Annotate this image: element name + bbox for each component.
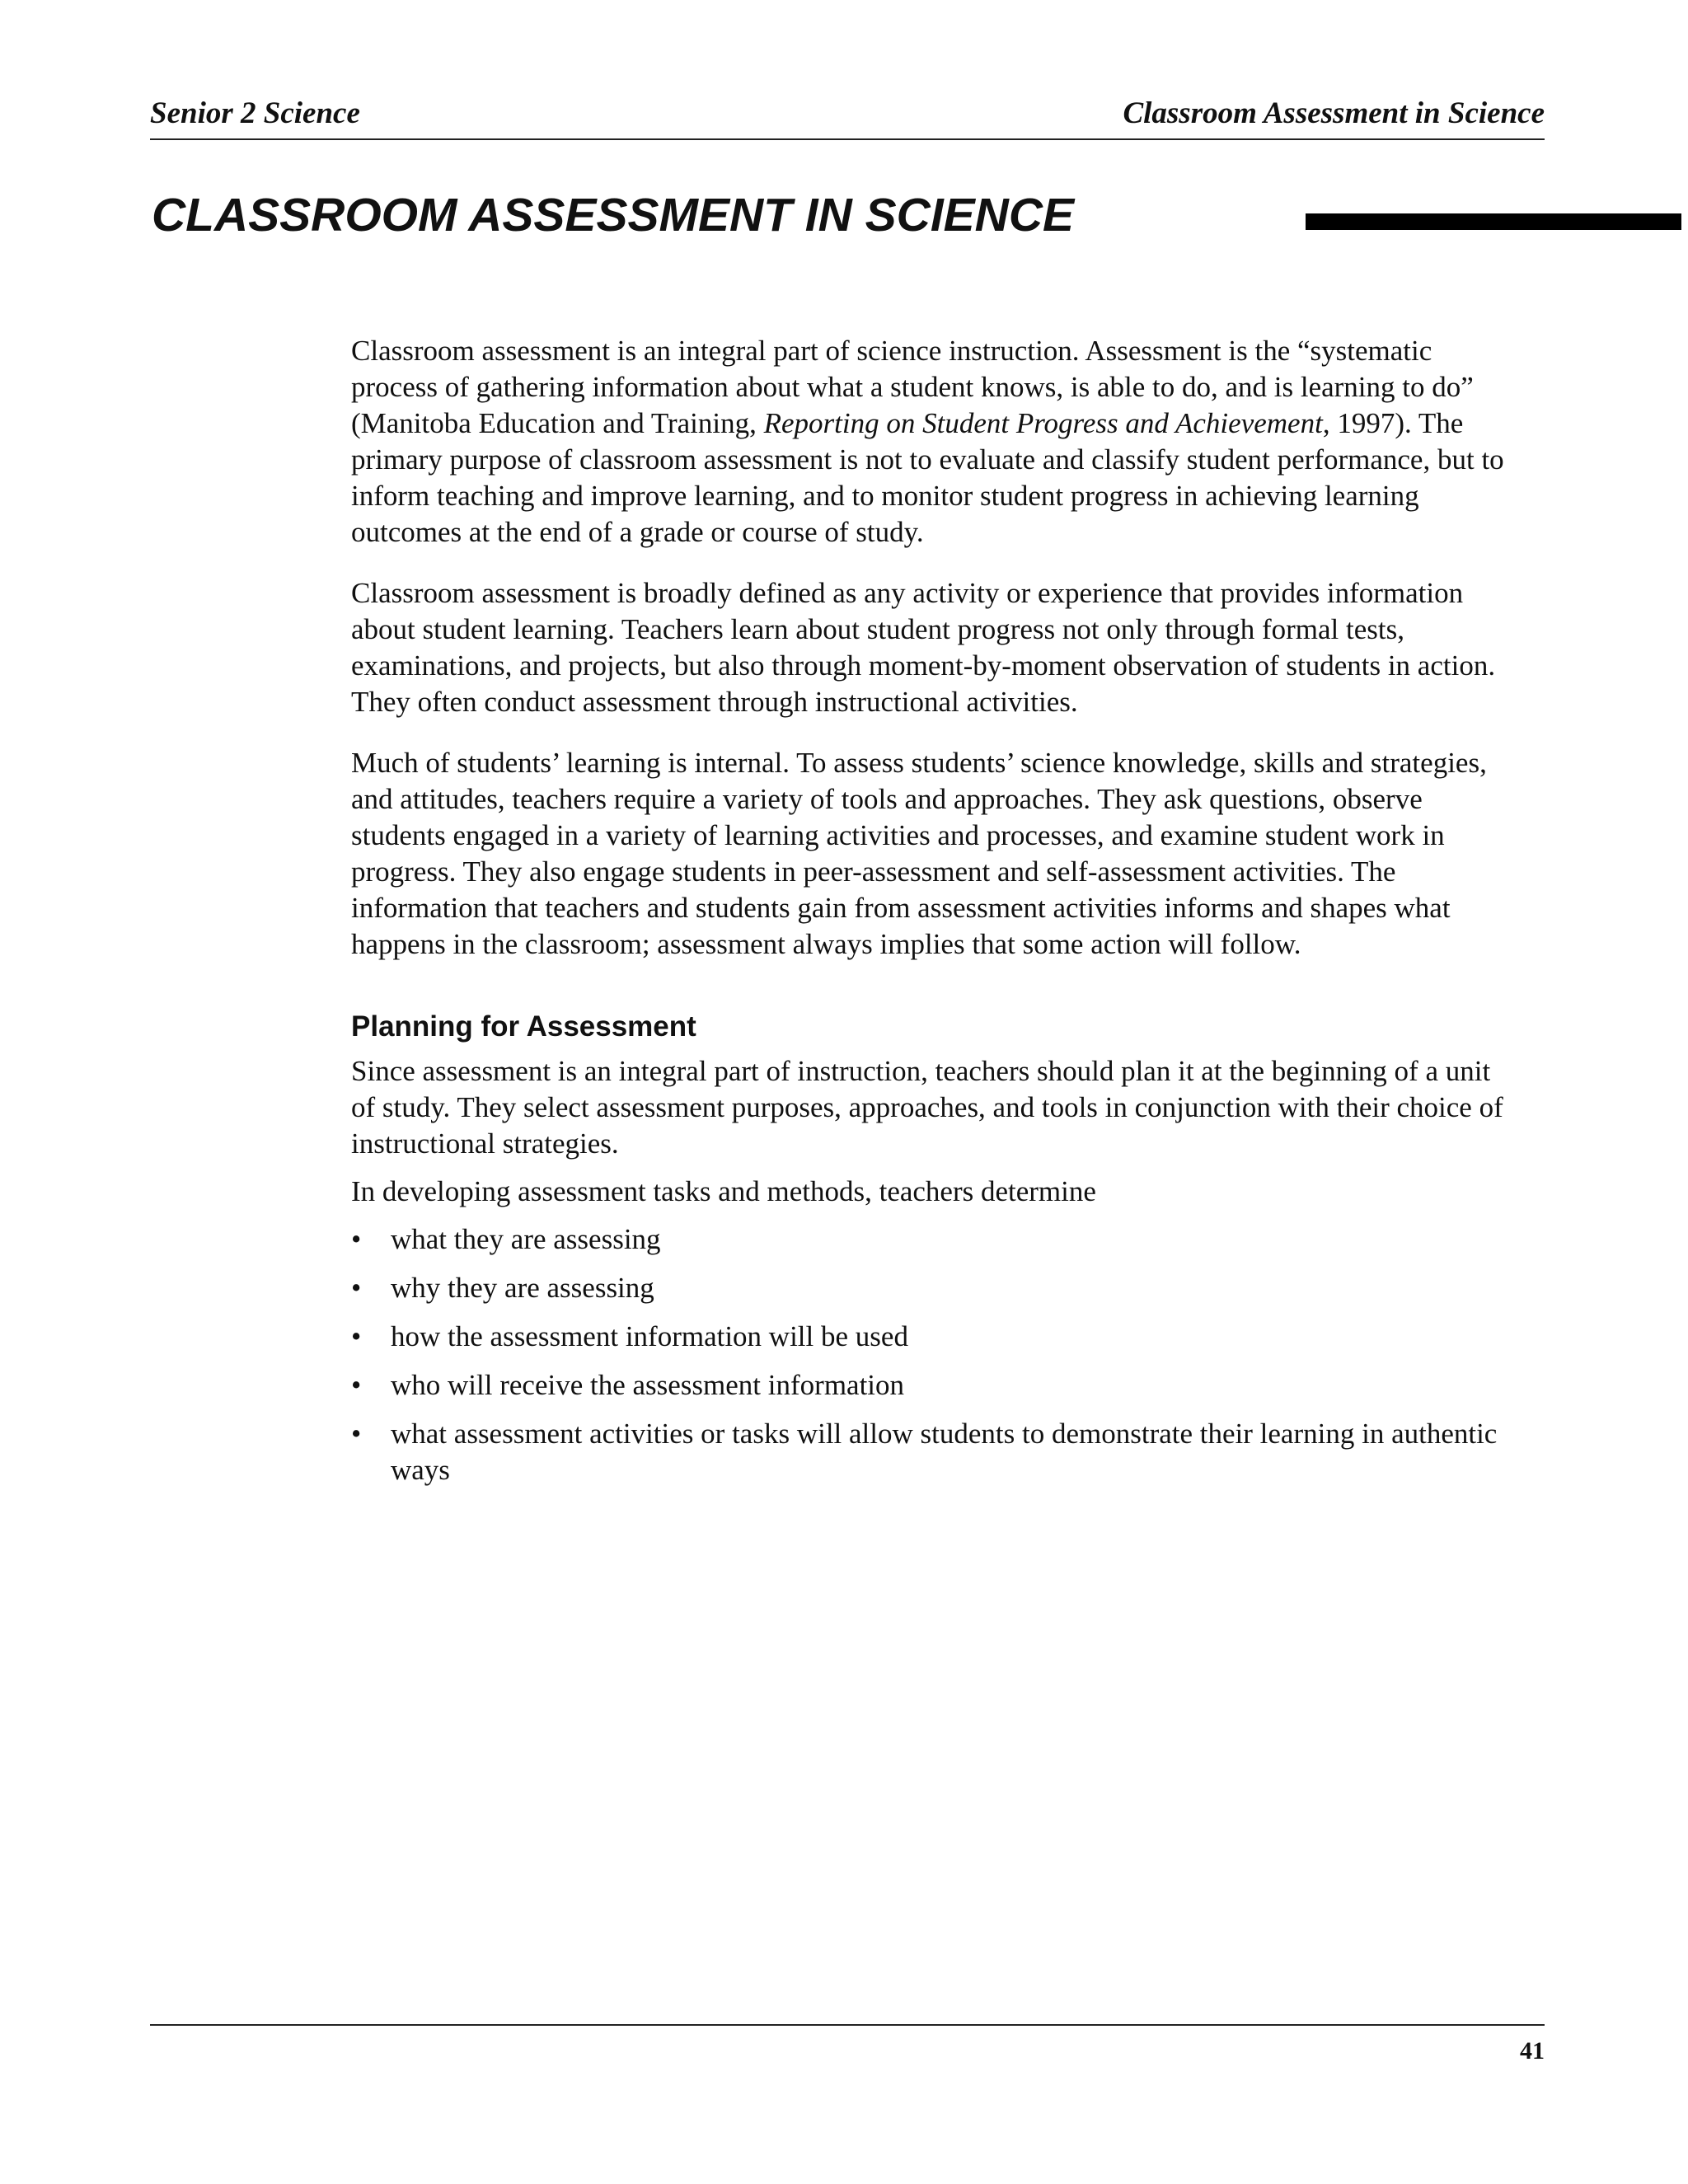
report-title-citation: Reporting on Student Progress and Achievement <box>763 407 1323 439</box>
header-course-title: Senior 2 Science <box>150 96 360 130</box>
list-item-text: who will receive the assessment information <box>391 1369 905 1401</box>
list-item-text: why they are assessing <box>391 1272 654 1304</box>
list-item-text: what they are assessing <box>391 1223 661 1255</box>
list-item <box>351 1367 1505 1404</box>
paragraph-developing-tasks: In developing assessment tasks and methods, teachers determine <box>351 1175 1096 1207</box>
list-item <box>351 1416 1505 1488</box>
list-item <box>351 1270 1505 1306</box>
page-number: 41 <box>1520 2037 1545 2064</box>
bullet-icon: • <box>351 1418 362 1450</box>
page-header <box>150 92 1545 140</box>
list-item-text: how the assessment information will be used <box>391 1320 908 1352</box>
paragraph-intro-text-a: Classroom assessment is an integral part of science instruction. Assessment is the “systematic process of gathering information about what a student knows, is able to do, and is learning to do” (Manitoba Education and Training, <box>351 335 1474 439</box>
paragraph-intro <box>351 333 1505 551</box>
paragraph-planning: Since assessment is an integral part of instruction, teachers should plan it at the beginning of a unit of study. They select assessment purposes, approaches, and tools in conjunction with their choice of instructional strategies. <box>351 1055 1503 1160</box>
body-content <box>351 333 1505 1501</box>
section-heading-planning: Planning for Assessment <box>351 1010 696 1043</box>
bullet-icon: • <box>351 1369 362 1401</box>
determine-list <box>351 1221 1505 1488</box>
page-footer <box>150 2024 1545 2064</box>
list-item <box>351 1221 1505 1258</box>
page-title: CLASSROOM ASSESSMENT IN SCIENCE <box>152 189 1075 241</box>
header-section-title: Classroom Assessment in Science <box>1123 96 1545 130</box>
paragraph-definition: Classroom assessment is broadly defined as any activity or experience that provides information about student learning. Teachers learn about student progress not only through formal tests, examinations, and projects, but also through moment-by-moment observation of students in action. They often conduct assessment through instructional activities. <box>351 577 1496 718</box>
list-item-text: what assessment activities or tasks will allow students to demonstrate their learning in authentic ways <box>391 1418 1498 1486</box>
bullet-icon: • <box>351 1320 362 1352</box>
title-rule-bar <box>1306 213 1681 230</box>
paragraph-internal-learning: Much of students’ learning is internal. To assess students’ science knowledge, skills and strategies, and attitudes, teachers require a variety of tools and approaches. They ask questions, observe students engaged in a variety of learning activities and processes, and examine student work in progress. They also engage students in peer-assessment and self-assessment activities. The information that teachers and students gain from assessment activities informs and shapes what happens in the classroom; assessment always implies that some action will follow. <box>351 747 1487 960</box>
title-row <box>152 188 1530 254</box>
paragraph-intro-text-b: , 1997). The primary purpose of classroom assessment is not to evaluate and classify student performance, but to inform teaching and improve learning, and to monitor student progress in achieving learning outcomes at the end of a grade or course of study. <box>351 407 1504 548</box>
bullet-icon: • <box>351 1272 362 1304</box>
list-item <box>351 1319 1505 1355</box>
bullet-icon: • <box>351 1223 362 1255</box>
